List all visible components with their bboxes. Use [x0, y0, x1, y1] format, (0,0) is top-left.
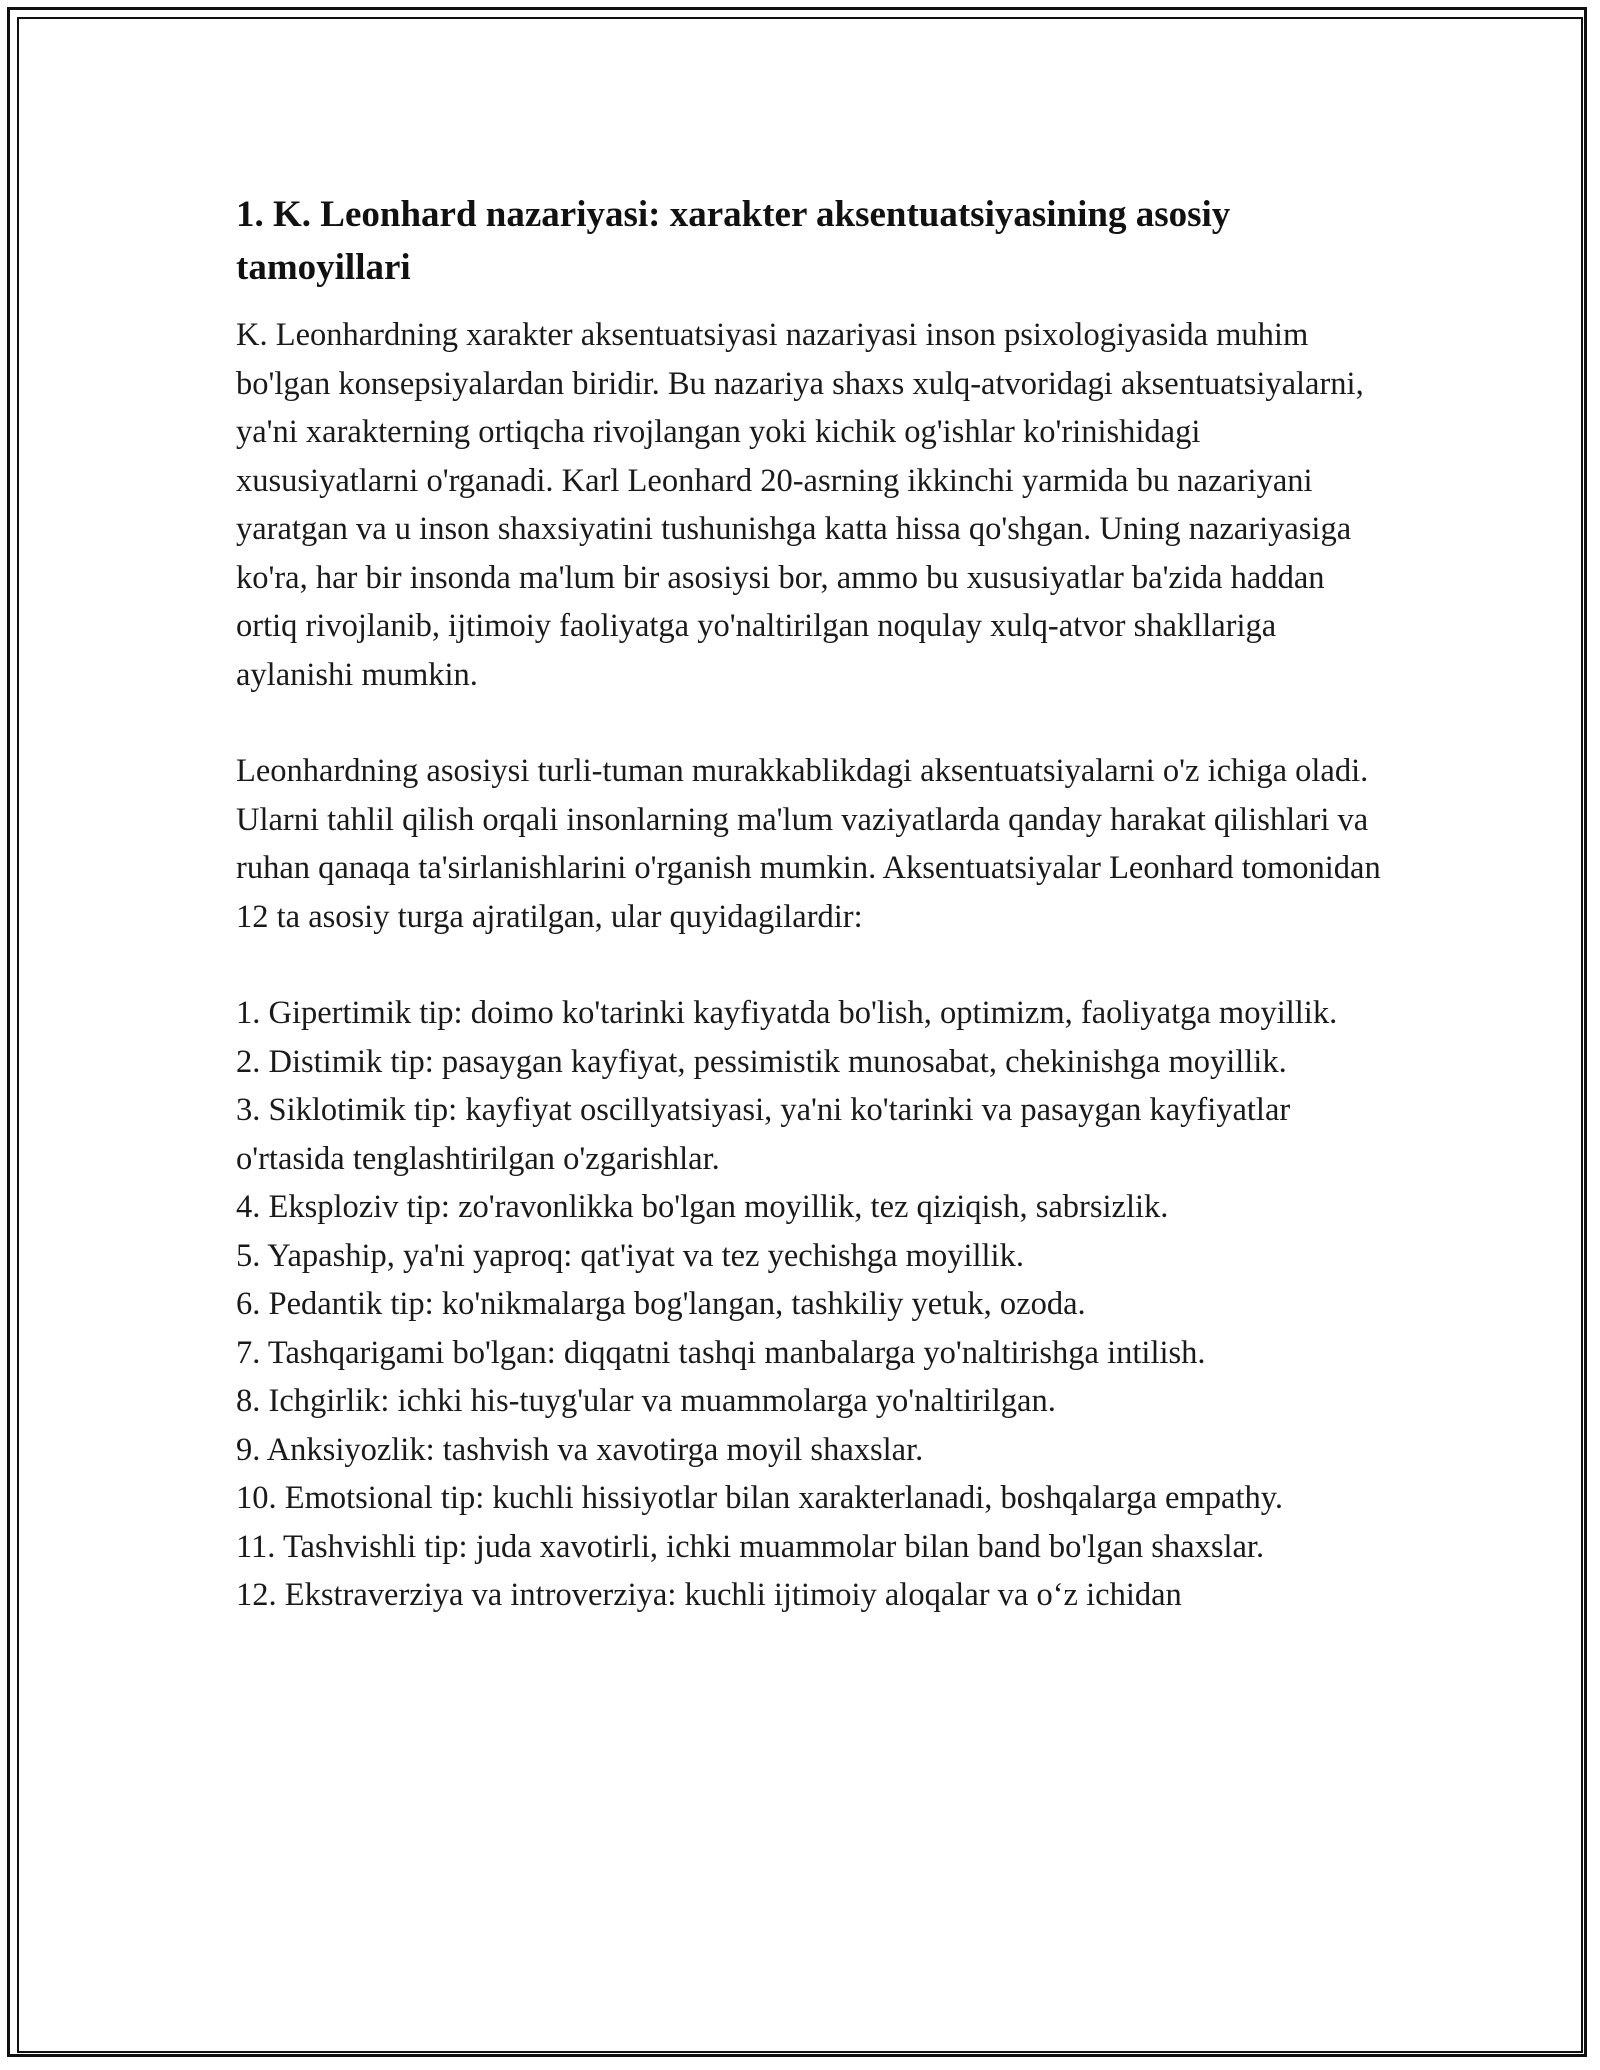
- list-item: 2. Distimik tip: pasaygan kayfiyat, pessimistik munosabat, chekinishga moyillik.: [236, 1043, 1287, 1080]
- intro-paragraph: K. Leonhardning xarakter aksentuatsiyasi nazariyasi inson psixologiyasida muhim bo'lgan konsepsiyalardan biridir. Bu nazariya shaxs xulq-atvoridagi aksentuatsiyalarni, ya'ni xarakterning ortiqcha rivojlangan yoki kichik og'ishlar ko'rinishidagi xususiyatlarni o'rganadi. Karl Leonhard 20-asrning ikkinchi yarmida bu nazariyani yaratgan va u inson shaxsiyatini tushunishga katta hissa qo'shgan. Uning nazariyasiga ko'ra, har bir insonda ma'lum bir asosiysi bor, ammo bu xususiyatlar ba'zida haddan ortiq rivojlanib, ijtimoiy faoliyatga yo'naltirilgan noqulay xulq-atvor shakllariga aylanishi mumkin.: [236, 317, 1364, 693]
- list-item: 1. Gipertimik tip: doimo ko'tarinki kayfiyatda bo'lish, optimizm, faoliyatga moyillik.: [236, 995, 1338, 1031]
- list-item: 4. Eksploziv tip: zo'ravonlikka bo'lgan moyillik, tez qiziqish, sabrsizlik.: [236, 1189, 1169, 1225]
- list-item: 11. Tashvishli tip: juda xavotirli, ichki muammolar bilan band bo'lgan shaxslar.: [236, 1528, 1265, 1565]
- section-heading: 1. K. Leonhard nazariyasi: xarakter aksentuatsiyasining asosiy tamoyillari: [236, 194, 1231, 288]
- list-item: 12. Ekstraverziya va introverziya: kuchli ijtimoiy aloqalar va o‘z ichidan: [236, 1577, 1182, 1613]
- list-item: 3. Siklotimik tip: kayfiyat oscillyatsiyasi, ya'ni ko'tarinki va pasaygan kayfiyatlar o'rtasida tenglashtirilgan o'zgarishlar.: [236, 1092, 1291, 1177]
- types-intro-paragraph: Leonhardning asosiysi turli-tuman murakkablikdagi aksentuatsiyalarni o'z ichiga oladi. Ularni tahlil qilish orqali insonlarning ma'lum vaziyatlarda qanday harakat qilishlari va ruhan qanaqa ta'sirlanishlarini o'rganish mumkin. Aksentuatsiyalar Leonhard tomonidan 12 ta asosiy turga ajratilgan, ular quyidagilardir:: [236, 753, 1381, 935]
- list-item: 7. Tashqarigami bo'lgan: diqqatni tashqi manbalarga yo'naltirishga intilish.: [236, 1334, 1206, 1371]
- list-item: 8. Ichgirlik: ichki his-tuyg'ular va muammolarga yo'naltirilgan.: [236, 1383, 1056, 1419]
- accentuation-types-list: [236, 989, 1386, 1620]
- list-item: 9. Anksiyozlik: tashvish va xavotirga moyil shaxslar.: [236, 1431, 924, 1468]
- document-body: [236, 188, 1386, 1620]
- list-item: 6. Pedantik tip: ko'nikmalarga bog'langan, tashkiliy yetuk, ozoda.: [236, 1286, 1086, 1322]
- list-item: 10. Emotsional tip: kuchli hissiyotlar bilan xarakterlanadi, boshqalarga empathy.: [236, 1480, 1283, 1516]
- list-item: 5. Yapaship, ya'ni yaproq: qat'iyat va tez yechishga moyillik.: [236, 1237, 1024, 1274]
